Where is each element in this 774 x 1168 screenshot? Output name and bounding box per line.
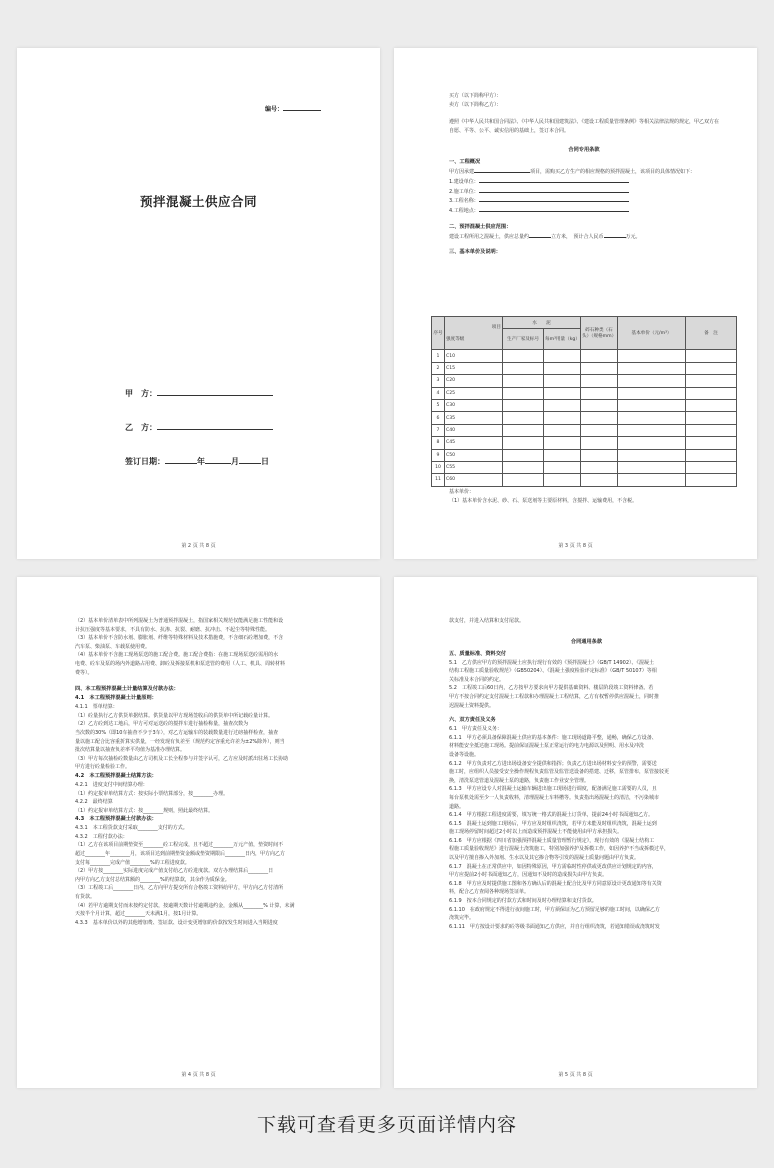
- table-cell[interactable]: [618, 461, 686, 473]
- table-cell[interactable]: [503, 387, 544, 399]
- table-cell[interactable]: [686, 461, 737, 473]
- section-1-text: 甲方因承建 项目，需购买乙方生产的相应规格的预拌混凝土，该项目的具体情况如下：: [449, 169, 696, 176]
- preamble: 遵照《中华人民共和国合同法》、《中华人民共和国建筑法》、《建设工程质量管理条例》等相关法律法规的规定，甲乙双方在自愿、平等、公平、诚实信用的基础上，签订本合同。: [449, 119, 720, 134]
- table-cell[interactable]: [686, 424, 737, 436]
- table-row: [432, 474, 737, 486]
- table-cell[interactable]: [618, 387, 686, 399]
- seller-line: 卖方（以下简称乙方）：: [449, 101, 502, 108]
- table-cell: C35: [445, 412, 503, 424]
- party-b-line: 乙 方：: [125, 422, 273, 433]
- document-page-cover: [17, 48, 380, 559]
- document-page-4: [394, 577, 757, 1088]
- text-line: 4.2.1 进度支付中间结算办理：: [75, 781, 148, 788]
- text-line: （2）基本单价清单表中所列混凝土为普通预拌混凝土，指国家相关规范仅能满足施工性能和设: [75, 618, 284, 624]
- text-line: 6.1.11 甲方按设计要求的砼等级书面通知乙方供应，并自行组织浇筑，若通知错误或浇筑时发: [449, 923, 660, 930]
- text-line: 4.2.2 最终结算: [75, 799, 113, 806]
- text-line: 6.1.1 甲方必须具备保障混凝土供应的基本条件：施工现场道路平整，通畅，确保乙方设备、: [449, 734, 657, 741]
- text-line: 甲方进行砼量检验工作。: [75, 764, 131, 771]
- text-line: 5.1 乙方供应甲方的预拌混凝土应执行现行有效的《预拌混凝土》（GB/T 14902）、《混凝土: [449, 659, 654, 666]
- table-cell: 1: [432, 350, 445, 362]
- text-line: 料，配合乙方查阅各种现场签证单。: [449, 889, 530, 896]
- text-line: （3）基本单价不含防水剂、膨胀剂、纤维等特殊材料及技术措施费，不含细石砼增加费，不含: [75, 635, 284, 642]
- table-cell[interactable]: [581, 424, 618, 436]
- table-cell[interactable]: [503, 375, 544, 387]
- text-line: 换，清洗泵送管道及混凝土泵的道路，负责施工作业安全管理。: [449, 777, 590, 784]
- text-line: 计抗压强度等基本要求，不具有防水、抗渗、抗裂、耐磨、抗冲击、不起尘等特殊性能。: [75, 626, 271, 633]
- table-cell[interactable]: [503, 449, 544, 461]
- section-4-2-heading: 4.2 本工程预拌混凝土结算方法：: [75, 772, 157, 779]
- text-line: 电费、砼车及泵的场内外道路占用费、卸砼及拆接泵机和泵送管的费用（人工、机具、周转材料: [75, 660, 286, 667]
- text-line: 4.3.3 基本单价以外的其他增加费、签证款、设计变更增加的价款按发生时间进入当期进度: [75, 919, 278, 926]
- text-line: （1）约定报审单结算方式：按实际小票结算部分，按________办理。: [75, 790, 229, 797]
- table-cell[interactable]: [544, 412, 581, 424]
- text-line: 6.1.5 混凝土运到施工现场后，甲方应及时组织浇筑，若甲方未能及时组织浇筑，混凝土运到: [449, 820, 657, 827]
- text-line: （4）基本单价不含施工现场泵送的施工配合费。施工配合费指：在施工现场泵送砼需用的水: [75, 652, 279, 659]
- section-2-text: 建设工程所用之混凝土，供应总量约 立方米， 预计合人民币 万元。: [449, 234, 641, 241]
- section-3-heading: 三、基本单价及说明：: [449, 248, 501, 255]
- document-page-2: [394, 48, 757, 559]
- table-cell: C25: [445, 387, 503, 399]
- text-line: 6.1.9 按本合同规定的付款方式和时间及时办理结算和支付货款。: [449, 898, 597, 905]
- text-line: 当次数的30%（即10车抽查不少于3车），对乙方运输车的装载数量进行过磅抽样检查，抽查: [75, 729, 279, 736]
- table-cell: 2: [432, 362, 445, 374]
- table-cell: C50: [445, 449, 503, 461]
- table-row: [432, 362, 737, 374]
- paragraph-group: [75, 703, 347, 772]
- table-cell[interactable]: [544, 474, 581, 486]
- table-cell[interactable]: [544, 399, 581, 411]
- table-cell: 6: [432, 412, 445, 424]
- header-stone: 碎石种类（石头）（规格mm）: [581, 317, 618, 350]
- note-text: （1）基本单价含水泥、砂、石、泵送剂等主要原材料，含搅拌、运输费用，不含税。: [449, 497, 638, 504]
- page-footer: 第 5 页 共 8 页: [558, 1072, 593, 1078]
- text-line: 道路。: [449, 803, 465, 810]
- table-row: [432, 375, 737, 387]
- text-line: 费等）。: [75, 669, 93, 676]
- table-row: [432, 461, 737, 473]
- header-dosage: 每m³用量（kg）: [544, 329, 581, 350]
- table-cell[interactable]: [581, 437, 618, 449]
- buyer-line: 买方（以下简称甲方）：: [449, 93, 502, 99]
- party-a-line: 甲 方：: [125, 388, 273, 399]
- text-line: 甲方不按合同约定支付混凝土工程款和办理混凝土工程结算，乙方有权暂停供应混凝土，同时推: [449, 693, 660, 700]
- table-cell[interactable]: [686, 474, 737, 486]
- text-line: 6.1.4 甲方根据工程进度需要，填写统一格式的混凝土订货单，提前24小时书面通知乙方。: [449, 812, 654, 819]
- text-line: 6.1.7 混凝土在正常供应中，如因特殊原因，甲方需临时性停供或更改供应计划规定的内容，: [449, 863, 657, 870]
- table-cell[interactable]: [544, 350, 581, 362]
- text-line: 超过________年________月，该项目达到前期垫资金额或垫资期限后________日内，甲方向乙方: [75, 851, 286, 858]
- table-cell[interactable]: [544, 437, 581, 449]
- table-cell[interactable]: [503, 424, 544, 436]
- header-item-grade: 项目 强度等级: [445, 317, 503, 350]
- section-4-1-heading: 4.1 本工程预拌混凝土计量原则：: [75, 695, 157, 702]
- text-line: 施工时，应组织人员接受安全操作规程负责监管及监管送设备的搭建、迁移，泵管排布，泵管接驳更: [449, 769, 670, 776]
- paragraph-group: [75, 824, 347, 927]
- table-cell[interactable]: [686, 362, 737, 374]
- table-cell[interactable]: [581, 474, 618, 486]
- section-5-heading: 五、质量标准、资料交付: [449, 650, 507, 657]
- text-line: （3）工程竣工后________日内，乙方向甲方提交所有合格竣工资料给甲方，甲方向乙方付清所: [75, 885, 284, 892]
- table-cell[interactable]: [581, 412, 618, 424]
- table-cell[interactable]: [618, 350, 686, 362]
- section-6-heading: 六、双方责任及义务: [449, 717, 496, 724]
- table-cell[interactable]: [581, 449, 618, 461]
- table-cell[interactable]: [544, 375, 581, 387]
- table-cell[interactable]: [581, 399, 618, 411]
- text-line: （1）乙方在该项目前期垫资至________砼工程完成，且不超过________万元产值，垫资时间不: [75, 842, 284, 849]
- table-row: [432, 424, 737, 436]
- text-line: 甲方应提前2小时书面通知乙方，因通知不及时的造成损失由甲方负责。: [449, 872, 608, 879]
- table-cell[interactable]: [686, 350, 737, 362]
- header-cement: 水 泥: [503, 317, 581, 329]
- table-cell[interactable]: [686, 387, 737, 399]
- continued-text: 款支付，并进入结算和支付尾款。: [449, 618, 525, 624]
- header-note: 备 注: [686, 317, 737, 350]
- table-cell[interactable]: [686, 375, 737, 387]
- table-cell[interactable]: [686, 437, 737, 449]
- contract-number-label: 编号：: [265, 104, 321, 113]
- table-cell[interactable]: [581, 387, 618, 399]
- table-cell: 7: [432, 424, 445, 436]
- table-row: [432, 449, 737, 461]
- paragraph-group: [449, 659, 724, 711]
- table-cell[interactable]: [503, 399, 544, 411]
- table-cell: 4: [432, 387, 445, 399]
- table-cell: 10: [432, 461, 445, 473]
- table-cell: 3: [432, 375, 445, 387]
- section-4-heading: 四、本工程预拌混凝土计量结算及付款办法：: [75, 686, 179, 693]
- table-row: [432, 399, 737, 411]
- table-cell: 11: [432, 474, 445, 486]
- table-cell: 5: [432, 399, 445, 411]
- table-cell[interactable]: [686, 399, 737, 411]
- download-more-caption: 下载可查看更多页面详情内容: [256, 1114, 517, 1136]
- table-cell[interactable]: [503, 412, 544, 424]
- table-cell[interactable]: [581, 362, 618, 374]
- page-footer: 第 4 页 共 8 页: [181, 1072, 216, 1078]
- text-line: （3）甲方每次抽检砼数量由乙方司机及工长全程参与并签字认可，乙方应及时派出驻场工长协助: [75, 755, 289, 762]
- table-cell[interactable]: [686, 449, 737, 461]
- price-table: [431, 316, 737, 487]
- paragraph-group: [75, 617, 347, 677]
- table-cell[interactable]: [503, 474, 544, 486]
- text-line: 5.2 工程竣工后60日内，乙方按甲方要求向甲方提供基础资料、楼层阶段竣工资料律备。若: [449, 685, 654, 692]
- text-line: （4）若甲方逾期支付而未按约定付款，按逾期天数计付逾期违约金，金额从________% 计算，未满: [75, 902, 295, 909]
- text-line: 4.3.1 本工程货款支付采取________支付的方式。: [75, 825, 188, 832]
- text-line: 4.1.1 票单结算：: [75, 704, 118, 711]
- document-page-3: [17, 577, 380, 1088]
- page-footer: 第 3 页 共 8 页: [558, 543, 593, 549]
- text-line: 量以施工配合比容重折算实供量，一经发现有负差至（规范约定容重允许差为±2%除外），则当: [75, 738, 285, 745]
- text-line: 材料能安全抵达施工现场。提前保证混凝土泵正常运行的电力电源以及照明、用水及冲洗: [449, 743, 645, 750]
- table-cell[interactable]: [503, 437, 544, 449]
- text-line: 6.1.10 在政府规定不得进行夜间施工时，甲方须保证为乙方预留足够的施工时间，以确保乙方: [449, 906, 660, 913]
- table-cell[interactable]: [618, 449, 686, 461]
- text-line: 关标准及本合同的约定。: [449, 676, 505, 683]
- text-line: 天按半个月计算，超过________天未满1月，按1月计算。: [75, 911, 202, 918]
- table-cell[interactable]: [581, 350, 618, 362]
- text-line: 以及甲方擅自掺入外加剂、生水以及其它掺合物等引发的混凝土质量问题由甲方负责。: [449, 855, 640, 862]
- table-cell[interactable]: [618, 399, 686, 411]
- table-row: [432, 387, 737, 399]
- paragraph-group: [75, 781, 347, 815]
- text-line: （2）甲方按________实际进度完成产值支付给乙方砼进度款。双方办理结算后________日: [75, 868, 274, 875]
- table-cell: C15: [445, 362, 503, 374]
- table-cell: C60: [445, 474, 503, 486]
- text-line: （1）砼量执行乙方供货单据结算。供货量以甲方现场签收后的供货单中所记载砼量计算。: [75, 712, 274, 719]
- table-cell: C40: [445, 424, 503, 436]
- text-line: 内甲方向乙方支付总结算额的________%的结算款，其余作为质保金。: [75, 876, 230, 883]
- text-line: 程施工质量验收规范》进行混凝土浇筑施工，特别加强养护及拆模工作，如因养护不当或拆模过早，: [449, 846, 670, 853]
- table-cell[interactable]: [581, 375, 618, 387]
- project-item: 1.建设单位：: [449, 177, 719, 187]
- text-line: 支付每________完成产值________%的工程进度款。: [75, 859, 190, 866]
- table-row: [432, 350, 737, 362]
- project-item: 4.工程地点：: [449, 206, 719, 216]
- page-footer: 第 2 页 共 8 页: [181, 543, 216, 549]
- table-cell[interactable]: [503, 350, 544, 362]
- text-line: 迟混凝土资料提供。: [449, 702, 495, 709]
- text-line: 6.1.3 甲方应设专人对混凝土运输车辆进出施工现场进行调度，配备满足施工需要的人员，且: [449, 786, 657, 793]
- text-line: （2）乙方砼到达工地后，甲方可对运送砼的搅拌车进行抽检称量，抽查次数为: [75, 721, 249, 728]
- table-cell[interactable]: [618, 424, 686, 436]
- sign-date-line: 签订日期： 年 月 日: [125, 457, 269, 466]
- text-line: 批次结算量以抽查负差率平均值为基准办理结算。: [75, 747, 186, 754]
- paragraph-group: [449, 725, 724, 931]
- table-cell: C10: [445, 350, 503, 362]
- table-row: [432, 412, 737, 424]
- section-4-3-heading: 4.3 本工程预拌混凝土付款办法：: [75, 816, 157, 823]
- project-item: 3.工程名称：: [449, 196, 719, 206]
- table-cell[interactable]: [544, 424, 581, 436]
- table-cell: 8: [432, 437, 445, 449]
- table-row: [432, 437, 737, 449]
- table-cell: C20: [445, 375, 503, 387]
- section-1-heading: 一、工程概况: [449, 159, 481, 166]
- section-2-heading: 二、预拌混凝土供应范围：: [449, 224, 512, 231]
- table-cell[interactable]: [503, 461, 544, 473]
- text-line: 汽车泵、柴油泵、车载泵使用费。: [75, 643, 151, 650]
- table-cell[interactable]: [581, 461, 618, 473]
- text-line: 设备等设施。: [449, 751, 480, 758]
- text-line: 施工现场停留时间超过2小时以上而造成预拌混凝土不能使用由甲方承担损失。: [449, 829, 623, 836]
- text-line: 结构工程施工质量验收规范》（GB50204）、《混凝土强度检验评定标准》（GB/T 50107）等相: [449, 668, 657, 675]
- table-cell: C45: [445, 437, 503, 449]
- table-cell[interactable]: [544, 362, 581, 374]
- contract-title: 预拌混凝土供应合同: [139, 194, 257, 209]
- table-cell[interactable]: [544, 387, 581, 399]
- text-line: 4.3.2 工程付款办法：: [75, 833, 128, 840]
- table-cell[interactable]: [686, 412, 737, 424]
- header-price: 基本单价（元/m³）: [618, 317, 686, 350]
- table-cell: 9: [432, 449, 445, 461]
- table-cell: C30: [445, 399, 503, 411]
- table-cell[interactable]: [503, 362, 544, 374]
- text-line: （1）约定报审单结算方式：按________规则，照此最终结算。: [75, 807, 214, 814]
- table-cell[interactable]: [544, 449, 581, 461]
- text-line: 6.1.8 甲方应及时提供施工图和各方确认后的混凝土配合比及甲方同意原设计更改通知等有关资: [449, 880, 662, 887]
- table-cell[interactable]: [618, 437, 686, 449]
- text-line: 6.1 甲方责任及义务：: [449, 726, 502, 733]
- special-terms-title: 合同专用条款: [568, 147, 600, 154]
- table-cell[interactable]: [544, 461, 581, 473]
- table-cell: C55: [445, 461, 503, 473]
- text-line: 有货款。: [75, 894, 96, 901]
- text-line: 浇筑完毕。: [449, 915, 475, 922]
- table-cell[interactable]: [618, 375, 686, 387]
- table-cell[interactable]: [618, 412, 686, 424]
- text-line: 6.1.2 甲方负责对乙方进出场设备安全提供和指挥；负责乙方进出场材料安全的预警，需要送: [449, 760, 657, 767]
- table-cell[interactable]: [618, 474, 686, 486]
- header-seq: 序号: [432, 317, 445, 350]
- text-line: 6.1.6 甲方应根据《四川省加强预拌混凝土质量管理暂行规定》，现行有效的《混凝土结构工: [449, 837, 655, 844]
- project-item: 2.施工单位：: [449, 187, 719, 197]
- header-maker: 生产厂家及标号: [503, 329, 544, 350]
- text-line: 每台泵机处需至少一人负责收料，清理混凝土车料槽等。负责指出场混凝土的清洁，不污染城市: [449, 794, 660, 801]
- table-cell[interactable]: [618, 362, 686, 374]
- note-label: 基本单价：: [449, 489, 475, 495]
- general-terms-title: 合同通用条款: [570, 638, 603, 645]
